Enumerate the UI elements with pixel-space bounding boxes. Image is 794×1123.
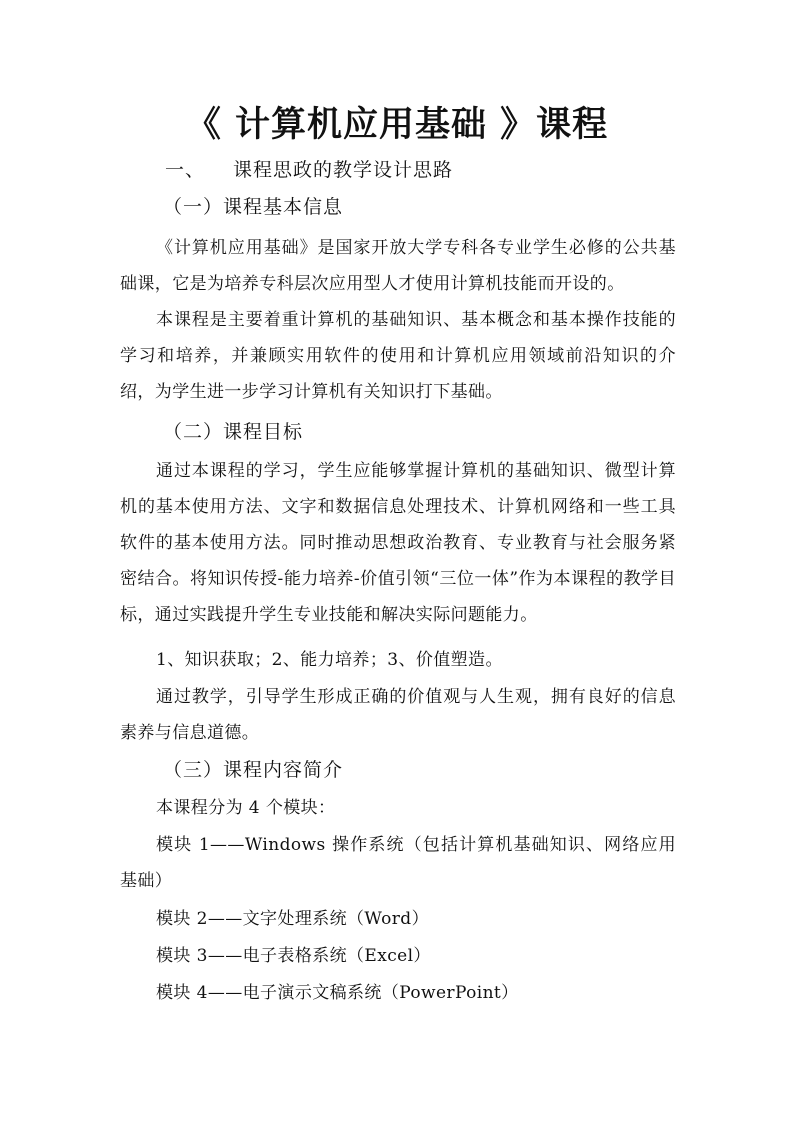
list-item-module-1: 模块 1——Windows 操作系统（包括计算机基础知识、网络应用基础）: [120, 835, 676, 891]
list-item-module-4: 模块 4——电子演示文稿系统（PowerPoint）: [156, 983, 519, 1003]
section-heading-text: 课程思政的教学设计思路: [233, 159, 454, 181]
paragraph-course-intro: 《计算机应用基础》是国家开放大学专科各专业学生必修的公共基础课，它是为培养专科层次应用型人才使用计算机技能而开设的。: [120, 238, 676, 294]
paragraph-module-intro: 本课程分为 4 个模块：: [156, 798, 336, 818]
subsection-heading-content: （三）课程内容简介: [163, 759, 344, 781]
list-item-module-2: 模块 2——文字处理系统（Word）: [156, 909, 429, 929]
paragraph-goal-list: 1、知识获取；2、能力培养；3、价值塑造。: [156, 650, 503, 670]
paragraph-values: 通过教学，引导学生形成正确的价值观与人生观，拥有良好的信息素养与信息道德。: [120, 687, 676, 743]
paragraph-objectives: 通过本课程的学习，学生应能够掌握计算机的基础知识、微型计算机的基本使用方法、文字和数据信息处理技术、计算机网络和一些工具软件的基本使用方法。同时推动思想政治教育、专业教育与社会服务紧密结合。将知识传授-能力培养-价值引领“三位一体”作为本课程的教学目标，通过实践提升学生专业技能和解决实际问题能力。: [120, 461, 676, 625]
subsection-heading-basic-info: （一）课程基本信息: [163, 196, 344, 218]
list-item-module-3: 模块 3——电子表格系统（Excel）: [156, 946, 431, 966]
subsection-heading-objectives: （二）课程目标: [163, 421, 304, 443]
paragraph-course-focus: 本课程是主要着重计算机的基础知识、基本概念和基本操作技能的学习和培养，并兼顾实用软件的使用和计算机应用领域前沿知识的介绍，为学生进一步学习计算机有关知识打下基础。: [120, 310, 676, 402]
document-title: 《 计算机应用基础 》课程: [185, 105, 609, 145]
section-heading: [165, 157, 453, 183]
section-number: 一、: [165, 159, 206, 181]
